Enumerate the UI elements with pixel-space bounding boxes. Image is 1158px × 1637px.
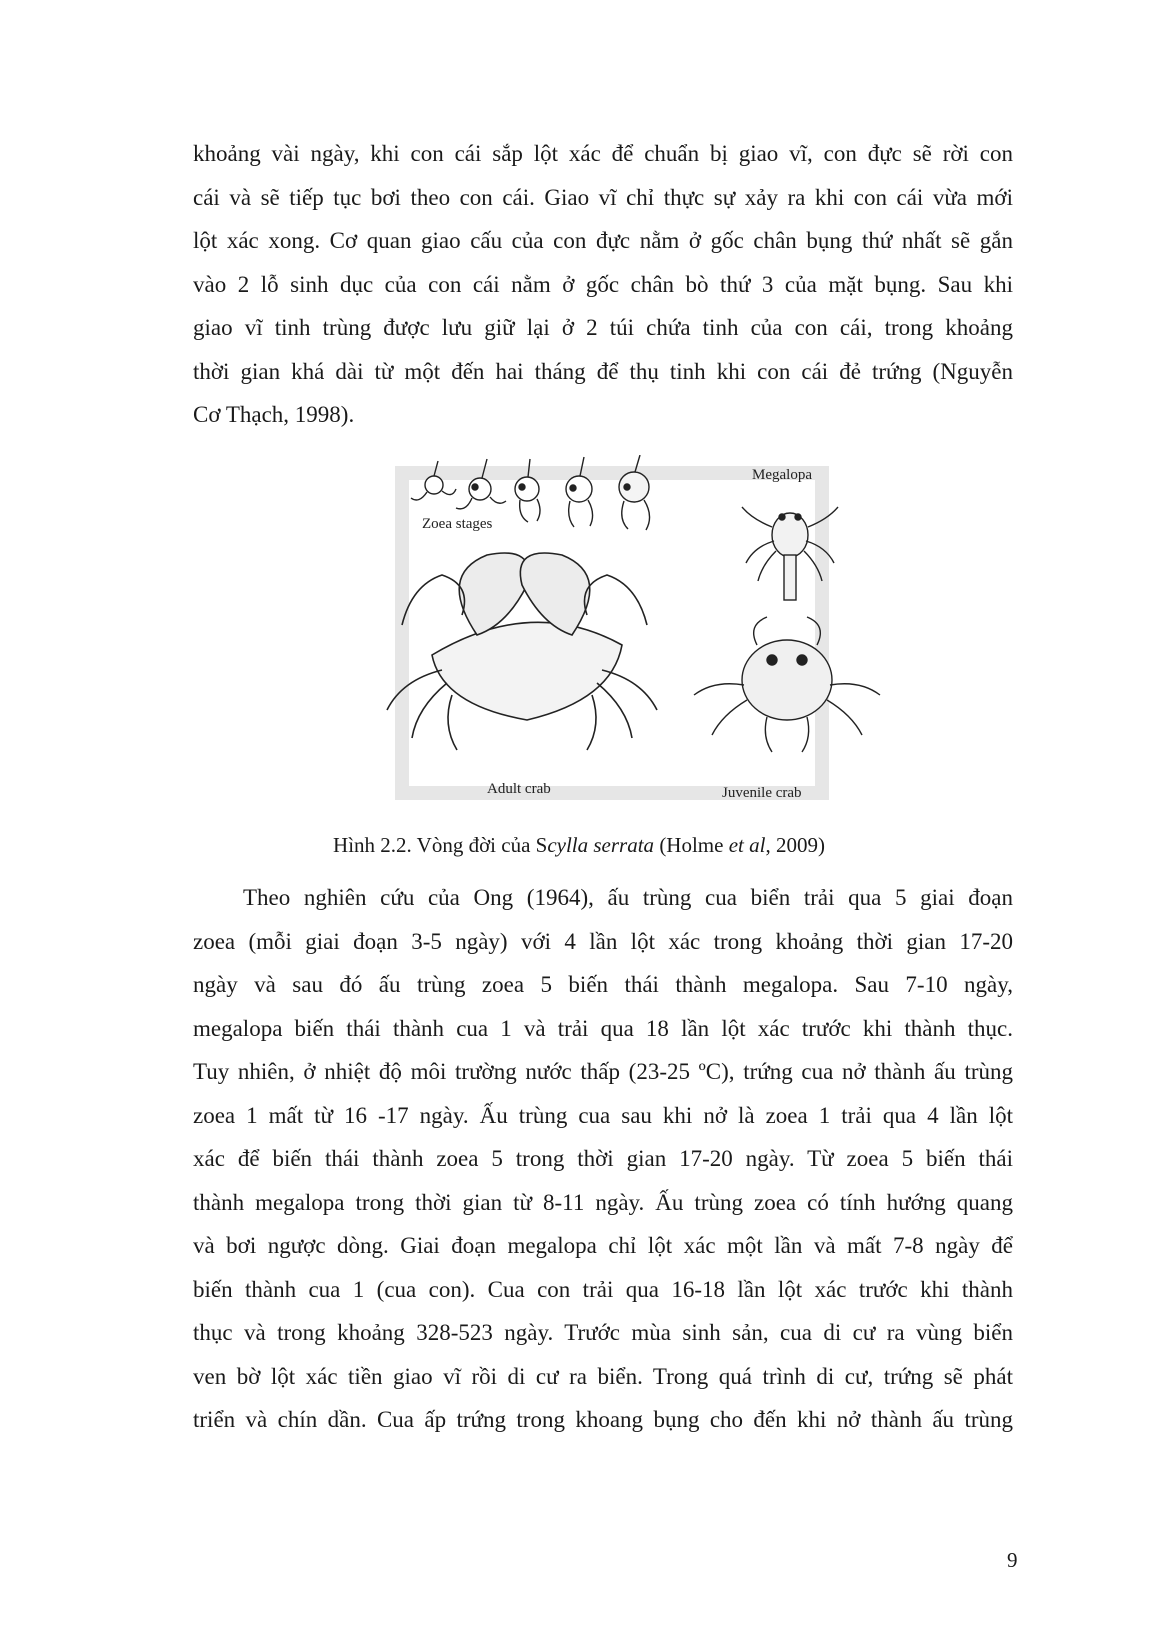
text-line: Cơ Thạch, 1998). <box>193 402 355 427</box>
text-line: thời gian khá dài từ một đến hai tháng để thụ tinh khi con cái đẻ trứng (Nguyễn <box>193 358 1013 384</box>
text-line: Theo nghiên cứu của Ong (1964), ấu trùng cua biển trải qua 5 giai đoạn <box>243 885 1013 910</box>
paragraph-2 <box>193 876 1013 1442</box>
text-line: thành megalopa trong thời gian từ 8-11 ngày. Ấu trùng zoea có tính hướng quang <box>193 1189 1013 1215</box>
caption-middle: (Holme <box>654 833 729 857</box>
life-cycle-illustration <box>372 455 887 800</box>
text-line: zoea (mỗi giai đoạn 3-5 ngày) với 4 lần lột xác trong khoảng thời gian 17-20 <box>193 928 1013 954</box>
caption-etal: et al <box>728 833 766 857</box>
text-line: cái và sẽ tiếp tục bơi theo con cái. Giao vĩ chỉ thực sự xảy ra khi con cái vừa mới <box>193 184 1013 210</box>
paragraph-1 <box>193 132 1013 437</box>
text-line: và bơi ngược dòng. Giai đoạn megalopa chỉ lột xác một lần và mất 7-8 ngày để <box>193 1233 1013 1258</box>
text-line: Tuy nhiên, ở nhiệt độ môi trường nước thấp (23-25 ºC), trứng cua nở thành ấu trùng <box>193 1059 1013 1084</box>
text-line: ven bờ lột xác tiền giao vĩ rồi di cư ra biển. Trong quá trình di cư, trứng sẽ phát <box>193 1363 1013 1389</box>
caption-species: cylla serrata <box>547 833 655 857</box>
juvenile-crab-label: Juvenile crab <box>722 785 802 800</box>
figure-caption <box>0 833 1158 858</box>
zoea-stages-label: Zoea stages <box>422 516 493 532</box>
text-line: lột xác xong. Cơ quan giao cấu của con đực nằm ở gốc chân bụng thứ nhất sẽ gắn <box>193 228 1013 253</box>
text-line: biến thành cua 1 (cua con). Cua con trải qua 16-18 lần lột xác trước khi thành <box>193 1276 1013 1302</box>
juvenile-crab <box>694 617 880 752</box>
text-line: megalopa biến thái thành cua 1 và trải qua 18 lần lột xác trước khi thành thục. <box>193 1015 1013 1041</box>
text-line: vào 2 lỗ sinh dục của con cái nằm ở gốc chân bò thứ 3 của mặt bụng. Sau khi <box>193 271 1013 297</box>
text-line: thục và trong khoảng 328-523 ngày. Trước mùa sinh sản, cua di cư ra vùng biển <box>193 1320 1013 1345</box>
megalopa-label: Megalopa <box>752 467 812 483</box>
adult-crab-label: Adult crab <box>487 781 551 797</box>
text-line: khoảng vài ngày, khi con cái sắp lột xác để chuẩn bị giao vĩ, con đực sẽ rời con <box>193 141 1013 166</box>
text-line: triển và chín dần. Cua ấp trứng trong khoang bụng cho đến khi nở thành ấu trùng <box>193 1407 1013 1432</box>
page-number: 9 <box>1007 1548 1018 1572</box>
text-line: giao vĩ tinh trùng được lưu giữ lại ở 2 túi chứa tinh của con cái, trong khoảng <box>193 315 1013 340</box>
text-line: zoea 1 mất từ 16 -17 ngày. Ấu trùng cua sau khi nở là zoea 1 trải qua 4 lần lột <box>193 1102 1013 1128</box>
caption-prefix: Hình 2.2. Vòng đời của S <box>333 833 548 857</box>
adult-crab <box>387 553 657 750</box>
crab-life-cycle-figure <box>372 455 887 800</box>
text-line: xác để biến thái thành zoea 5 trong thời gian 17-20 ngày. Từ zoea 5 biến thái <box>193 1146 1013 1171</box>
text-line: ngày và sau đó ấu trùng zoea 5 biến thái thành megalopa. Sau 7-10 ngày, <box>193 972 1013 997</box>
caption-suffix: , 2009) <box>765 833 825 857</box>
